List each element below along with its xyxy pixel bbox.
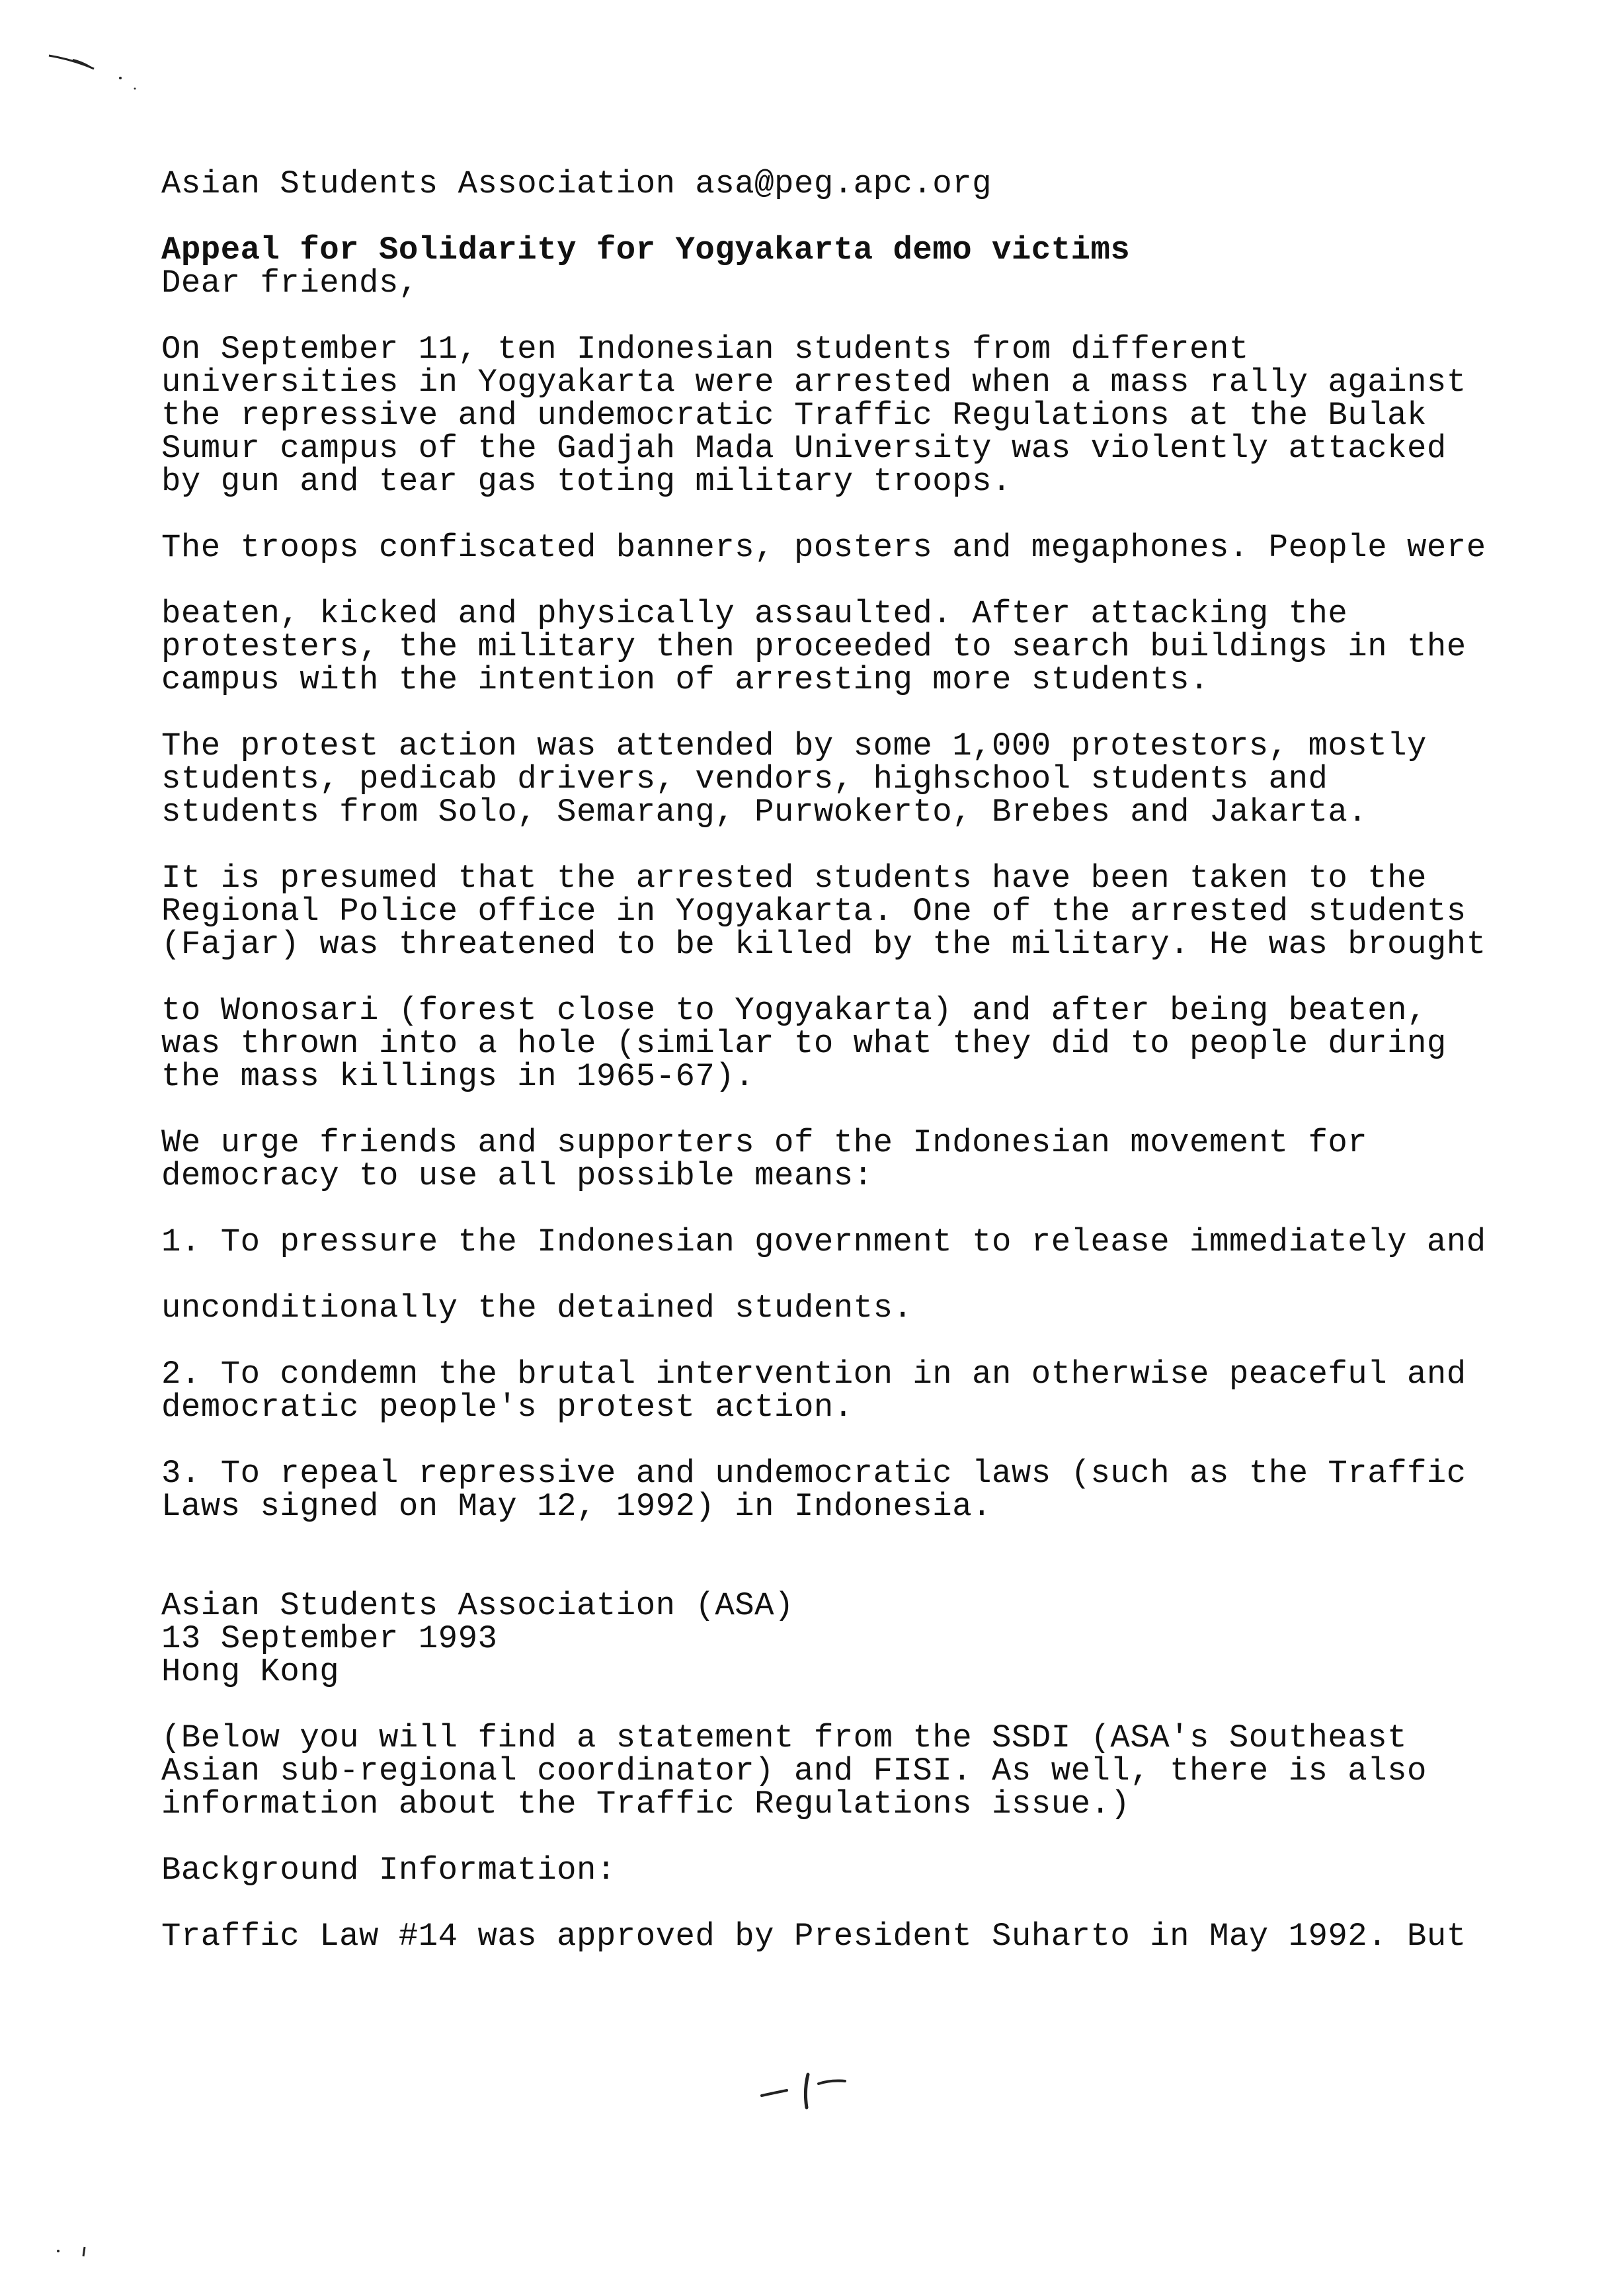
paragraph-line: the mass killings in 1965-67).: [161, 1058, 755, 1095]
greeting: Dear friends,: [161, 265, 419, 302]
org-header-line: Asian Students Association asa@peg.apc.org: [161, 165, 992, 202]
paragraph-line: the repressive and undemocratic Traffic Regulations at the Bulak: [161, 397, 1427, 434]
signature-place: Hong Kong: [161, 1653, 340, 1690]
paragraph-line: We urge friends and supporters of the Indonesian movement for: [161, 1124, 1368, 1161]
paragraph-line: On September 11, ten Indonesian students from different: [161, 331, 1249, 368]
background-heading: Background Information:: [161, 1852, 616, 1889]
paragraph-line: (Fajar) was threatened to be killed by the military. He was brought: [161, 926, 1486, 963]
paragraph-line: universities in Yogyakarta were arrested when a mass rally against: [161, 364, 1467, 401]
numbered-item-line: democratic people's protest action.: [161, 1389, 854, 1426]
note-line: Asian sub-regional coordinator) and FISI. As well, there is also: [161, 1752, 1427, 1789]
scan-mark-top-left: [46, 46, 145, 93]
numbered-item-line: 2. To condemn the brutal intervention in an otherwise peaceful and: [161, 1356, 1467, 1393]
signature-org: Asian Students Association (ASA): [161, 1587, 794, 1624]
numbered-item-line: Laws signed on May 12, 1992) in Indonesia.: [161, 1488, 992, 1525]
page-number: [754, 2067, 873, 2113]
paragraph-line: Regional Police office in Yogyakarta. One of the arrested students: [161, 893, 1467, 930]
paragraph-line: to Wonosari (forest close to Yogyakarta) and after being beaten,: [161, 992, 1427, 1029]
numbered-item-line: 1. To pressure the Indonesian government to release immediately and: [161, 1223, 1486, 1260]
note-line: information about the Traffic Regulations issue.): [161, 1785, 1131, 1823]
paragraph-line: was thrown into a hole (similar to what they did to people during: [161, 1025, 1447, 1062]
paragraph-line: It is presumed that the arrested students have been taken to the: [161, 860, 1427, 897]
note-line: (Below you will find a statement from the SSDI (ASA's Southeast: [161, 1719, 1408, 1756]
document-title: Appeal for Solidarity for Yogyakarta demo victims: [161, 231, 1131, 268]
scan-mark-bottom-left: [53, 2242, 93, 2262]
paragraph-line: protesters, the military then proceeded to search buildings in the: [161, 628, 1467, 665]
paragraph-line: democracy to use all possible means:: [161, 1157, 873, 1194]
paragraph-line: beaten, kicked and physically assaulted. After attacking the: [161, 595, 1348, 632]
paragraph-line: Sumur campus of the Gadjah Mada University was violently attacked: [161, 430, 1447, 467]
paragraph-line: by gun and tear gas toting military troops.: [161, 463, 1012, 500]
paragraph-line: students, pedicab drivers, vendors, highschool students and: [161, 760, 1328, 798]
paragraph-line: campus with the intention of arresting more students.: [161, 661, 1209, 698]
signature-date: 13 September 1993: [161, 1620, 498, 1657]
background-text-line: Traffic Law #14 was approved by President Suharto in May 1992. But: [161, 1918, 1467, 1955]
numbered-item-line: 3. To repeal repressive and undemocratic laws (such as the Traffic: [161, 1455, 1467, 1492]
paragraph-line: The troops confiscated banners, posters and megaphones. People were: [161, 529, 1486, 566]
numbered-item-line: unconditionally the detained students.: [161, 1290, 913, 1327]
paragraph-line: students from Solo, Semarang, Purwokerto, Brebes and Jakarta.: [161, 794, 1368, 831]
paragraph-line: The protest action was attended by some 1,000 protestors, mostly: [161, 727, 1427, 764]
